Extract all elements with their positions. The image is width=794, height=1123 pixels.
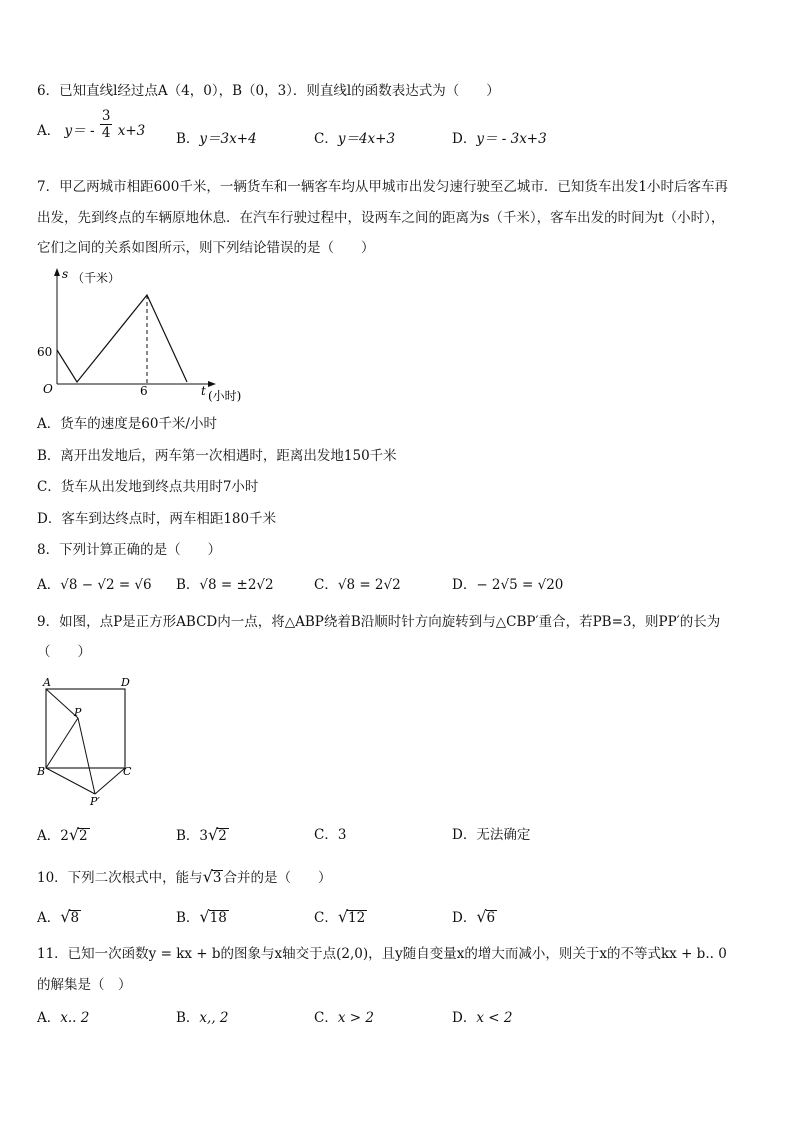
option-text: x < 2 [476, 1010, 513, 1026]
option-radicand: 6 [486, 910, 496, 926]
option-label: A． [37, 1010, 61, 1026]
radical-icon: √ [202, 867, 213, 886]
stem-text: 合并的是（ ） [223, 870, 332, 886]
option-label: D． [452, 910, 477, 926]
radical-icon: √ [337, 907, 349, 926]
q7-stem-line1: 7．甲乙两城市相距600千米，一辆货车和一辆客车均从甲城市出发匀速行驶至乙城市．已知货车出发1小时后客车再 [37, 179, 728, 195]
option-label: C． [314, 131, 338, 147]
square-abcd [46, 689, 125, 768]
vertex-a-label: A [43, 676, 51, 689]
option-label: A． [37, 123, 61, 139]
vertex-b-label: B [37, 765, 46, 778]
q11-option-d [452, 1009, 512, 1027]
point-p-prime-label: P′ [90, 795, 100, 808]
q7-option-b: B．离开出发地后，两车第一次相遇时，距离出发地150千米 [37, 448, 397, 464]
q8-stem: 8．下列计算正确的是（ ） [37, 542, 222, 558]
q6-option-d [452, 130, 547, 148]
option-coef: 2 [60, 828, 69, 844]
q7-option-d: D．客车到达终点时，两车相距180千米 [37, 511, 277, 527]
q7-option-a: A．货车的速度是60千米/小时 [37, 416, 217, 432]
radical-icon: √ [60, 907, 71, 926]
q11-stem-line1: 11．已知一次函数y = kx + b的图象与x轴交于点(2,0)，且y随自变量x的增大而减小，则关于x的不等式kx + b.. 0 [37, 946, 727, 962]
fraction-numerator: 3 [101, 108, 111, 124]
y-axis-label: s [62, 267, 69, 281]
option-radicand: 2 [79, 828, 88, 844]
origin-label: O [43, 382, 53, 396]
q7-option-c: C．货车从出发地到终点共用时7小时 [37, 479, 259, 495]
option-label: A． [37, 828, 61, 844]
option-label: D． [452, 131, 477, 147]
q9-stem-line1: 9．如图，点P是正方形ABCD内一点，将△ABP绕着B沿顺时针方向旋转到与△CBP′重合，若PB=3，则PP′的长为 [37, 614, 721, 630]
distance-curve [57, 295, 187, 382]
option-label: C． [314, 910, 338, 926]
option-radicand: 8 [70, 910, 80, 926]
q6-option-a [37, 108, 146, 141]
stem-text: 10．下列二次根式中，能与 [37, 870, 203, 886]
stem-radicand: 3 [212, 870, 222, 886]
option-label: B． [176, 828, 200, 844]
q9-option-d [452, 826, 530, 844]
vertex-d-label: D [121, 676, 130, 689]
fraction [100, 108, 113, 141]
option-label: D． [452, 577, 477, 593]
q8-option-c [314, 576, 401, 594]
q11-option-a [37, 1009, 89, 1027]
q8-option-d [452, 576, 563, 594]
q8-option-b [176, 576, 274, 594]
option-coef: 3 [199, 828, 209, 844]
option-text: x > 2 [337, 1010, 374, 1026]
radical-icon: √ [68, 825, 80, 844]
q8-option-a [37, 576, 152, 594]
q6-option-b [176, 130, 257, 148]
option-radicand: 12 [348, 910, 366, 926]
q10-stem [37, 868, 331, 887]
y-axis-unit: （千米） [72, 271, 121, 285]
q10-option-a [37, 908, 81, 927]
option-label: C． [314, 827, 338, 843]
option-text: y＝4x+3 [337, 131, 396, 147]
q7-stem-line2: 出发，先到终点的车辆原地休息．在汽车行驶过程中，设两车之间的距离为s（千米），客车出发的时间为t（小时）， [37, 210, 725, 226]
radical-icon: √ [208, 825, 219, 844]
option-text: y＝ - [64, 123, 99, 139]
option-label: A． [37, 910, 61, 926]
x-axis-arrow [208, 381, 216, 387]
option-text: √8 = ±2√2 [199, 577, 274, 593]
x-axis-unit: (小时) [208, 389, 242, 403]
q9-option-b [176, 826, 229, 845]
q6-option-c [314, 130, 395, 148]
option-label: C． [314, 1010, 338, 1026]
option-label: D． [452, 1010, 477, 1026]
q9-option-a [37, 826, 90, 845]
segment-bp2 [46, 768, 95, 794]
option-label: B． [176, 577, 200, 593]
option-text: y＝3x+4 [199, 131, 257, 147]
option-text: x,, 2 [199, 1010, 229, 1026]
vertex-c-label: C [123, 765, 132, 778]
option-label: B． [176, 910, 200, 926]
option-text: √8 − √2 = √6 [60, 577, 152, 593]
radical-icon: √ [476, 907, 487, 926]
option-radicand: 18 [209, 910, 227, 926]
q11-option-b [176, 1009, 229, 1027]
option-text: 无法确定 [476, 827, 531, 843]
point-p-label: P [74, 706, 82, 719]
q9-figure [34, 674, 144, 808]
q10-option-b [176, 908, 229, 927]
q10-option-d [452, 908, 497, 927]
q6-stem: 6．已知直线l经过点A（4，0），B（0，3）．则直线l的函数表达式为（ ） [37, 83, 500, 99]
option-text: 3 [337, 827, 347, 843]
option-label: D． [452, 827, 477, 843]
q9-option-c [314, 826, 346, 844]
x-axis-label: t [201, 384, 206, 398]
option-text: x.. 2 [60, 1010, 90, 1026]
option-text: y＝ - 3x+3 [476, 131, 547, 147]
segment-bp [46, 718, 78, 768]
q9-stem-line2: （ ） [37, 644, 91, 660]
option-label: B． [176, 131, 200, 147]
y-tick-60: 60 [37, 345, 53, 359]
option-label: B． [176, 1010, 200, 1026]
option-text: − 2√5 = √20 [476, 577, 564, 593]
option-text: √8 = 2√2 [337, 577, 401, 593]
q7-graph [30, 264, 270, 410]
radical-icon: √ [199, 907, 210, 926]
q7-stem-line3: 它们之间的关系如图所示，则下列结论错误的是（ ） [37, 240, 375, 256]
q10-option-c [314, 908, 367, 927]
q11-option-c [314, 1009, 374, 1027]
segment-cp2 [95, 768, 125, 794]
option-label: A． [37, 577, 61, 593]
option-text: x+3 [117, 123, 146, 139]
fraction-denominator: 4 [101, 125, 111, 141]
x-tick-6: 6 [140, 384, 148, 398]
option-label: C． [314, 577, 338, 593]
q11-stem-line2: 的解集是（ ） [37, 977, 132, 993]
segment-pp2 [78, 718, 95, 794]
y-axis-arrow [54, 268, 60, 276]
option-radicand: 2 [218, 828, 227, 844]
